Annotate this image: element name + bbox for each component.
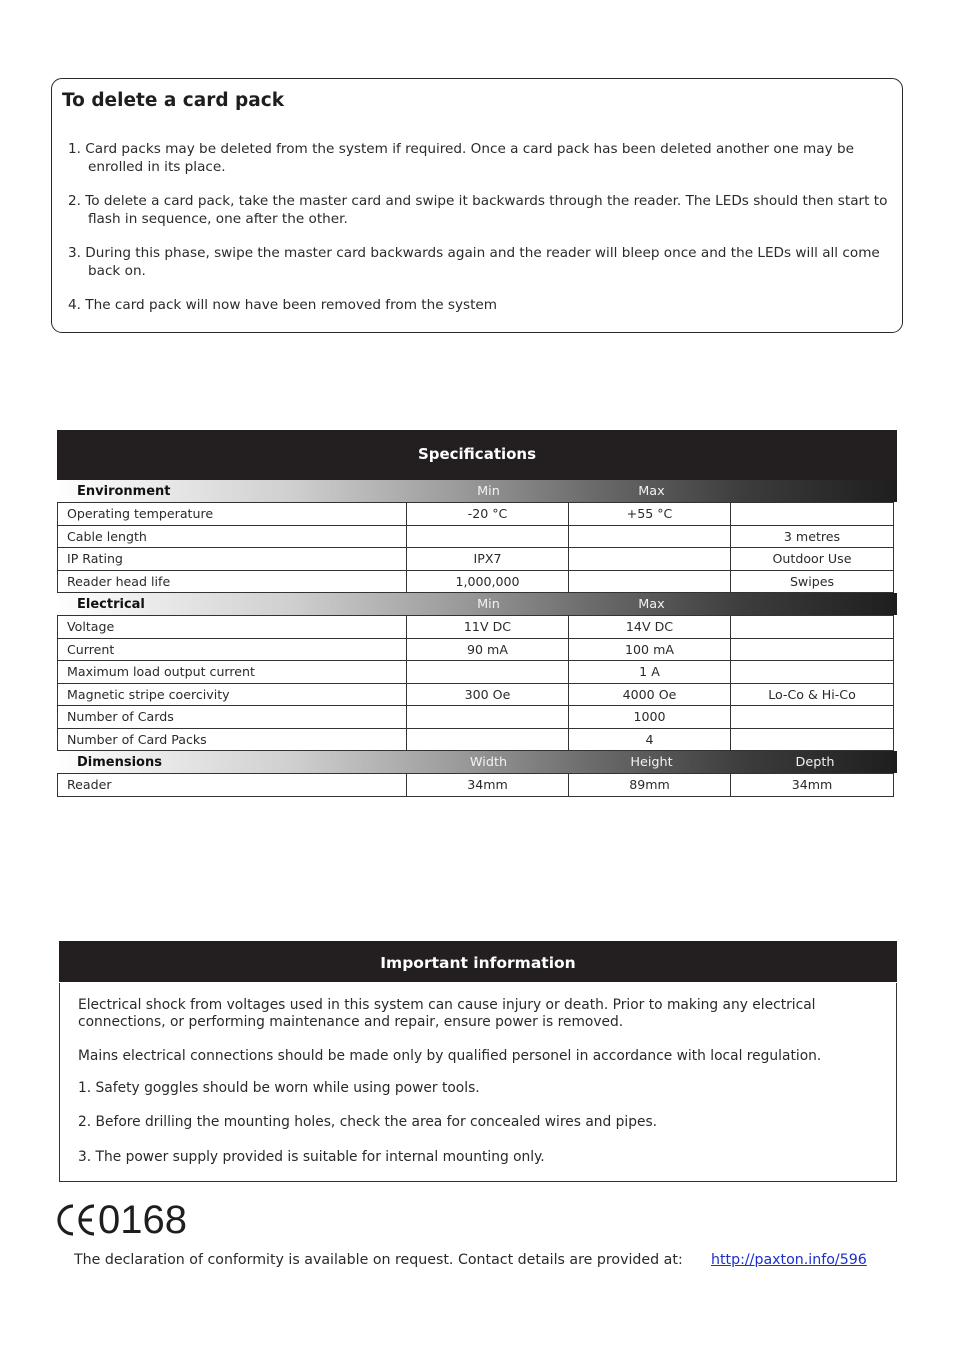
cell: 1,000,000: [406, 570, 569, 594]
cell: 300 Oe: [406, 683, 569, 707]
declaration-link[interactable]: http://paxton.info/596: [711, 1252, 867, 1268]
specifications-table: [57, 430, 897, 797]
row-label: Reader head life: [57, 570, 407, 594]
table-row: [57, 684, 897, 707]
table-row: [57, 706, 897, 729]
specifications-title: Specifications: [57, 430, 897, 480]
row-label: Number of Card Packs: [57, 728, 407, 752]
table-row: [57, 661, 897, 684]
column-label: [733, 593, 897, 615]
table-row: [57, 774, 897, 797]
delete-step-1: 1. Card packs may be deleted from the system if required. Once a card pack has been deleted another one may be enrolled in its place.: [68, 141, 854, 175]
cell: [406, 525, 569, 549]
column-label: Min: [477, 483, 500, 499]
cell: 14V DC: [568, 615, 731, 639]
important-information: [59, 941, 897, 1182]
column-label: Max: [638, 596, 665, 612]
section-label: Electrical: [77, 596, 145, 612]
cell: 34mm: [406, 773, 569, 797]
delete-step-3: 3. During this phase, swipe the master card backwards again and the reader will bleep once and the LEDs will all come back on.: [68, 245, 880, 279]
cell: 4: [568, 728, 731, 752]
section-label: Environment: [77, 483, 171, 499]
delete-card-pack-title: To delete a card pack: [62, 90, 284, 111]
mains-paragraph: Mains electrical connections should be made only by qualified personel in accordance with local regulation.: [78, 1048, 822, 1064]
cell: [730, 660, 894, 684]
row-label: Voltage: [57, 615, 407, 639]
row-label: Cable length: [57, 525, 407, 549]
column-label: Min: [477, 596, 500, 612]
delete-step-2: 2. To delete a card pack, take the master card and swipe it backwards through the reader. The LEDs should then start to flash in sequence, one after the other.: [68, 193, 888, 227]
row-label: IP Rating: [57, 547, 407, 571]
table-row: [57, 571, 897, 594]
cell: IPX7: [406, 547, 569, 571]
table-row: [57, 548, 897, 571]
section-label: Dimensions: [77, 754, 162, 770]
dimensions-header: [57, 751, 897, 773]
cell: [568, 525, 731, 549]
cell: [406, 660, 569, 684]
row-label: Magnetic stripe coercivity: [57, 683, 407, 707]
delete-card-pack-box: [51, 78, 903, 333]
safety-item-3: 3. The power supply provided is suitable for internal mounting only.: [78, 1149, 545, 1165]
cell: [568, 547, 731, 571]
cell: Swipes: [730, 570, 894, 594]
table-row: [57, 503, 897, 526]
cell: [730, 615, 894, 639]
cell: [730, 728, 894, 752]
column-label: Width: [469, 754, 508, 770]
safety-item-2: 2. Before drilling the mounting holes, check the area for concealed wires and pipes.: [78, 1114, 658, 1130]
ce-mark: [56, 1196, 187, 1244]
cell: [730, 638, 894, 662]
declaration-text: The declaration of conformity is available on request. Contact details are provided at:: [74, 1252, 683, 1268]
cell: 1 A: [568, 660, 731, 684]
cell: 90 mA: [406, 638, 569, 662]
cell: 3 metres: [730, 525, 894, 549]
cell: [568, 570, 731, 594]
delete-steps-list: [68, 140, 894, 330]
electrical-header: [57, 593, 897, 615]
warning-paragraph: Electrical shock from voltages used in this system can cause injury or death. Prior to making any electrical connections, or performing maintenance and repair, ensure power is removed.: [78, 997, 816, 1030]
ce-mark-icon: [56, 1200, 98, 1240]
table-row: [57, 639, 897, 662]
cell: 100 mA: [568, 638, 731, 662]
environment-header: [57, 480, 897, 502]
cell: 4000 Oe: [568, 683, 731, 707]
column-label: [733, 480, 897, 502]
cell: +55 °C: [568, 502, 731, 526]
column-label: Max: [638, 483, 665, 499]
cell: [406, 728, 569, 752]
column-label: Height: [630, 754, 673, 770]
row-label: Maximum load output current: [57, 660, 407, 684]
cell: Lo-Co & Hi-Co: [730, 683, 894, 707]
table-row: [57, 729, 897, 752]
safety-item-1: 1. Safety goggles should be worn while using power tools.: [78, 1080, 480, 1096]
cell: 34mm: [730, 773, 894, 797]
table-row: [57, 616, 897, 639]
important-information-title: Important information: [59, 941, 897, 982]
cell: 89mm: [568, 773, 731, 797]
cell: Outdoor Use: [730, 547, 894, 571]
row-label: Reader: [57, 773, 407, 797]
declaration-line: [74, 1252, 867, 1268]
row-label: Number of Cards: [57, 705, 407, 729]
cell: [730, 705, 894, 729]
table-row: [57, 526, 897, 549]
cell: 11V DC: [406, 615, 569, 639]
column-label: Depth: [795, 754, 835, 770]
row-label: Current: [57, 638, 407, 662]
cell: 1000: [568, 705, 731, 729]
delete-step-4: 4. The card pack will now have been removed from the system: [68, 297, 498, 313]
cell: -20 °C: [406, 502, 569, 526]
ce-notified-body-number: 0168: [98, 1198, 187, 1242]
cell: [730, 502, 894, 526]
cell: [406, 705, 569, 729]
row-label: Operating temperature: [57, 502, 407, 526]
important-information-body: [59, 983, 897, 1182]
